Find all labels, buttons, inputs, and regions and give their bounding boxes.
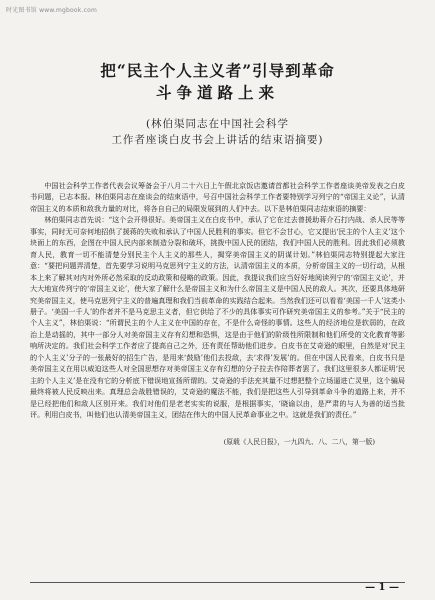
source-citation: (原载《人民日报》，一九四九、八、二八，第一版) xyxy=(223,437,375,446)
page-number: — 1 — xyxy=(365,582,399,593)
document-page xyxy=(30,61,405,593)
paragraph-intro: 中国社会科学工作者代表会议筹备会于八月二十六日上午假北京饭店邀请首都社会科学工作者座谈美帝发表之白皮书问题，已志本报。林伯渠同志在座谈会的结束语中，号召中国社会科学工作者要特别学习列宁的“帝国主义论”，认清帝国主义的本质和敌我力量的对比，将各自自己的局限发展到的人们中去。以下是林伯渠同志结束语的摘要： xyxy=(30,181,405,213)
subtitle xyxy=(30,116,405,148)
title-line-2: 斗争道路上来 xyxy=(155,83,279,102)
footer-rule xyxy=(30,582,405,583)
paragraph-main: 林伯渠同志首先说：“这个会开得很好。美帝国主义在白皮书中，承认了它在过去曾援助蒋介石打内战、杀人民等等事实，同时无可奈何地招供了援蒋的失败和承认了中国人民胜利的事实。但它不会甘心，它又提出‘民主的个人主义’这个块面上的东西，企图在中国人民内部来制造分裂和破坏，挑拨中国人民的团结，我们中国人民的胜利。因此我们必须教育人民，教育一切不能清楚分别民主个人主义的那些人，揭穿美帝国主义的阴谋计划。”林伯渠同志特别提起大家注意：“要把问题弄清楚，首先要学习说明马克思列宁主义的方法，认清帝国主义的本质，分析帝国主义的一切行动，从根本上来了解其对内对外所必然采取的反动政策和侵略的政策。因此，我提议我们应当好好地阅读列宁的‘帝国主义论’，并大大地宣传列宁的‘帝国主义论’，使大家了解什么是帝国主义和为什么帝国主义是中国人民的敌人。其次，还要具体地研究美帝国主义，使马克思列宁主义的普遍真理和我们当前革命的实践结合起来。当然我们还可以看看‘美国一千人’这类小册子。‘美国一千人’的作者并不是马克思主义者，但它供给了不少的具体事实可作研究美帝国主义的参考。”关于“民主的个人主义”，林伯渠说：“所谓民主的个人主义在中国的存在，不是什么奇怪的事情。这些人的经济地位是软弱的，在政治上是动摇的，其中一部分人对美帝国主义存有幻想和恐惧，这是由于他们的阶级性所限制和他们所受的文化教育等影响所决定的。我们社会科学工作者应了提高自己之外，还有责任帮助他们进步。白皮书在艾奇逊的眼里，自然是对‘民主的个人主义’分子的一张最好的招生广告，是用来‘鼓励’他们去投敌，去‘求得’发展’的。但在中国人民看来，白皮书只是美帝国主义在用以威迫这些人对全国思想存对美帝国主义存有幻想的分子拉去作陪葬者罢了。我们这里很多人都证明‘民主的个人主义’是在没有它的分析底下错误地宣扬所谓的。艾奇逊的手法充其量不过想把整个立场逼进亡灵里，这个骗局最终将被人民反映出来。真理总会战胜错误的，艾奇逊的魔法不能，我们是把这些人引导到革命斗争的道路上来，并不是已经把他们和敌人区别开来。我们对他们是老老实实的说服，是根据事实，‘晓谕以由，是严肃的与人为善的适当批评。利用白皮书，叫他们也认清美帝国主义，团结在伟大的中国人民革命事业之中。这就是我们的责任。” xyxy=(30,215,405,420)
subtitle-line-1: (林伯渠同志在中国社会科学 xyxy=(145,118,290,130)
watermark-text: 时光图书馆 www.mgbook.com xyxy=(6,7,97,14)
title-line-1: 把“民主个人主义者”引导到革命 xyxy=(100,61,335,80)
subtitle-line-2: 工作者座谈白皮书会上讲话的结束语摘要) xyxy=(111,134,324,146)
article-body xyxy=(30,180,405,421)
